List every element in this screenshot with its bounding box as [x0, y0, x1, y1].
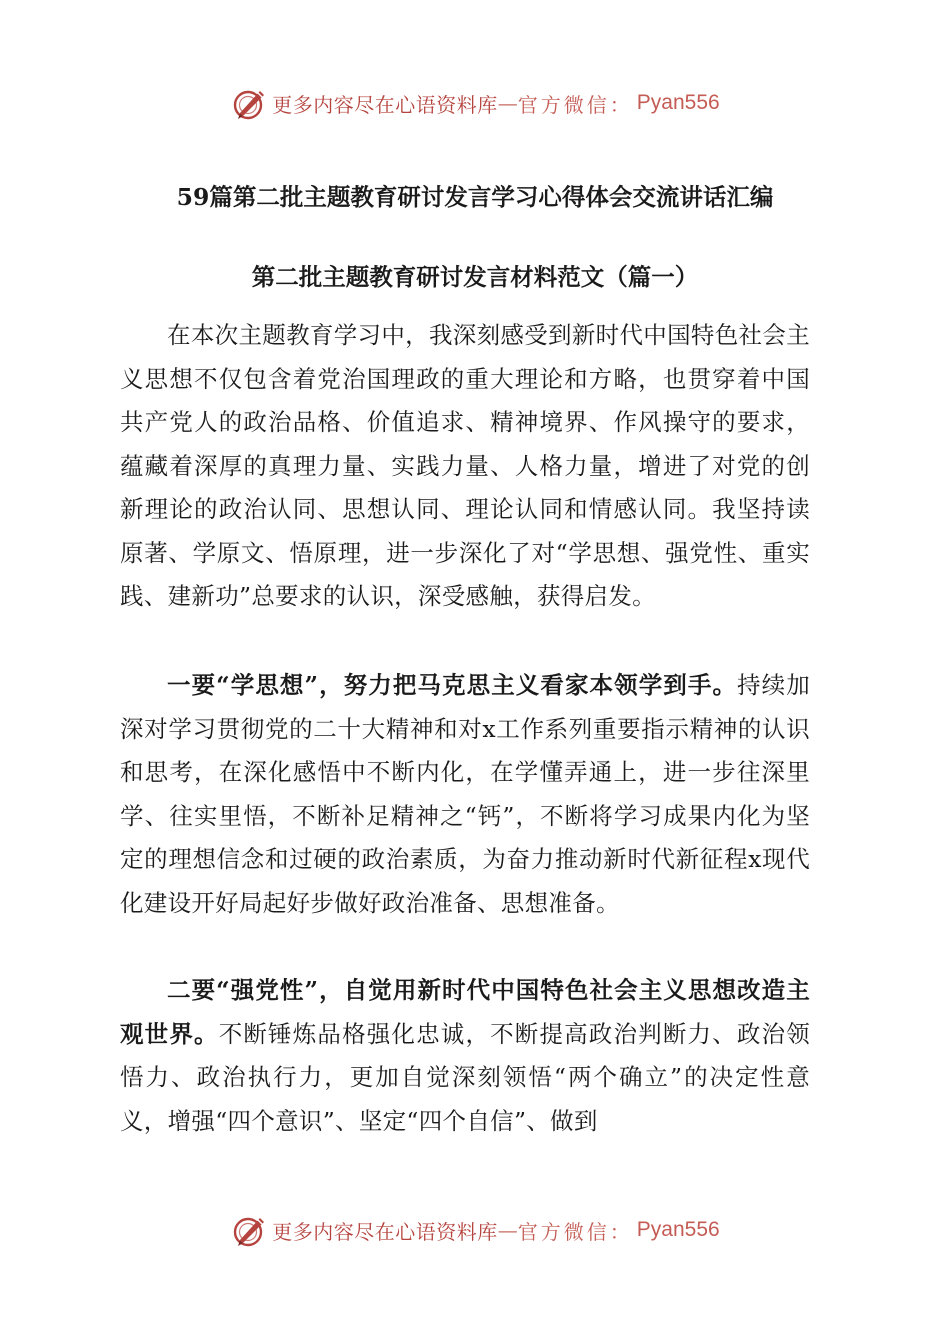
paragraph-text: 在本次主题教育学习中，我深刻感受到新时代中国特色社会主义思想不仅包含着党治国理政的重大理论和方略，也贯穿着中国共产党人的政治品格、价值追求、精神境界、作风操守的要求，蕴藏着深厚的真理力量、实践力量、人格力量，增进了对党的创新理论的政治认同、思想认同、理论认同和情感认同。我坚持读原著、学原文、悟原理，进一步深化了对“学思想、强党性、重实践、建新功”总要求的认识，深受感触，获得启发。 [120, 321, 810, 610]
paragraph-intro [120, 314, 810, 619]
banner-dash: — [497, 1218, 518, 1242]
paragraph-strengthen-party [120, 969, 810, 1143]
header-watermark-banner [0, 83, 950, 123]
banner-wechat-label: 官方微信： [517, 1219, 633, 1244]
banner-wechat-label: 官方微信： [517, 92, 633, 117]
pen-logo-icon [230, 83, 270, 123]
document-title: 59篇第二批主题教育研讨发言学习心得体会交流讲话汇编 [176, 183, 774, 211]
paragraph-lead: 一要“学思想”，努力把马克思主义看家本领学到手。 [167, 671, 738, 699]
footer-watermark-banner [0, 1210, 950, 1250]
banner-text: 更多内容尽在心语资料库 [272, 1219, 498, 1244]
paragraph-study-thought [120, 664, 810, 925]
banner-wechat-id: Pyan556 [636, 91, 720, 114]
banner-wechat-id: Pyan556 [636, 1218, 720, 1241]
banner-text: 更多内容尽在心语资料库 [272, 92, 498, 117]
paragraph-lead: 二要“强党性”，自觉用新时代中国特色社会主义思想改造主观世界。 [120, 976, 810, 1048]
pen-logo-icon [230, 1210, 270, 1250]
paragraph-text: 不断锤炼品格强化忠诚，不断提高政治判断力、政治领悟力、政治执行力，更加自觉深刻领悟“两个确立”的决定性意义，增强“四个意识”、坚定“四个自信”、做到 [120, 1019, 811, 1135]
section-title: 第二批主题教育研讨发言材料范文（篇一） [251, 263, 699, 291]
paragraph-text: 持续加深对学习贯彻党的二十大精神和对x工作系列重要指示精神的认识和思考，在深化感悟中不断内化，在学懂弄通上，进一步往深里学、往实里悟，不断补足精神之“钙”，不断将学习成果内化为坚定的理想信念和过硬的政治素质，为奋力推动新时代新征程x现代化建设开好局起好步做好政治准备、思想准备。 [120, 671, 810, 917]
banner-dash: — [497, 91, 518, 115]
